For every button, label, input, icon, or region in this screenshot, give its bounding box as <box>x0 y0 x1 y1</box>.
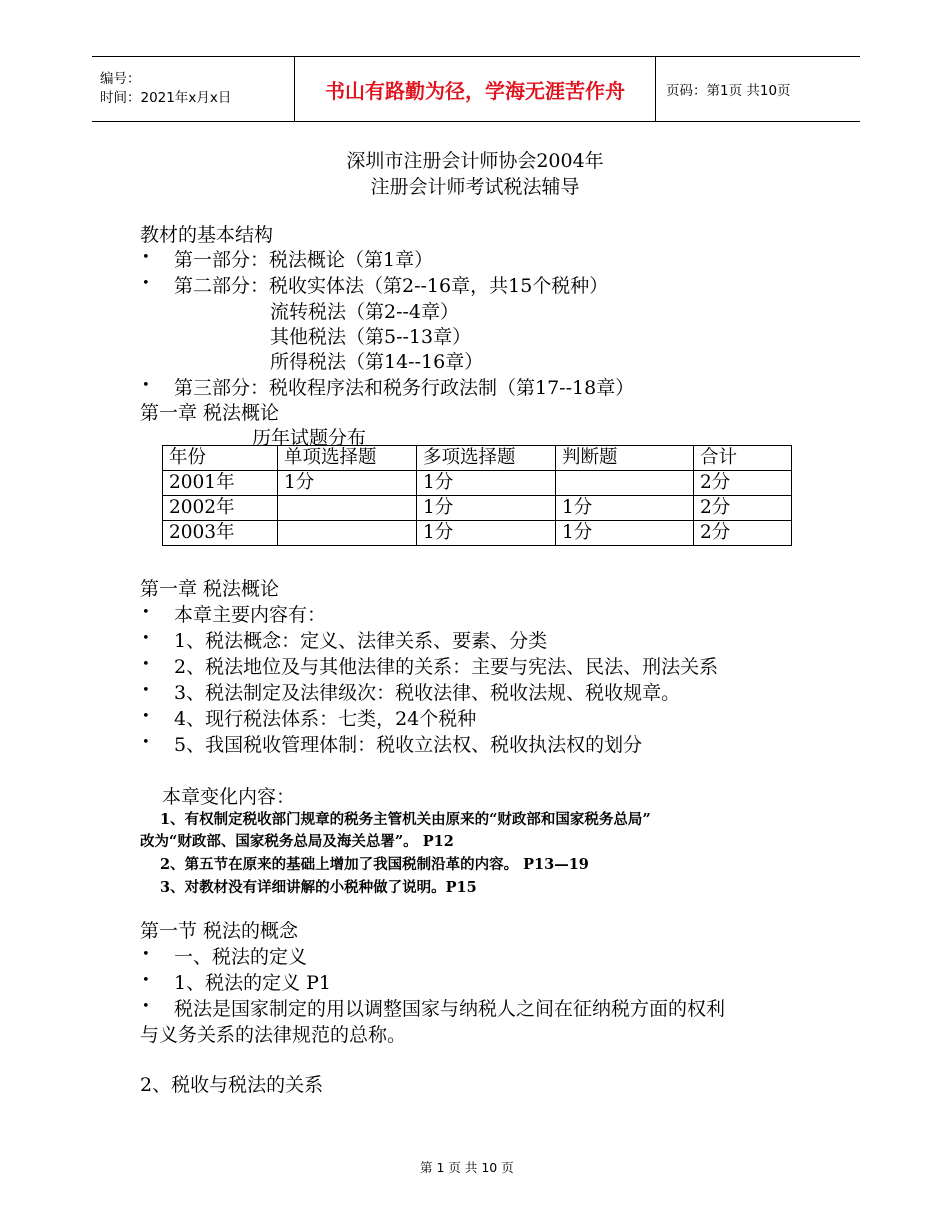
chapter1-content-heading: 第一章 税法概论 <box>140 578 280 600</box>
section1-subheading: 2、税收与税法的关系 <box>140 1074 324 1096</box>
section1-definition-line2: 与义务关系的法律规范的总称。 <box>140 1024 407 1046</box>
table-cell: 1分 <box>278 471 417 496</box>
section1-bullet2: 1、税法的定义 P1 <box>174 972 332 994</box>
table-cell: 1分 <box>417 521 556 546</box>
table-cell: 2分 <box>694 521 792 546</box>
table-row <box>163 471 792 496</box>
page-header <box>92 56 860 122</box>
structure-part1: 第一部分：税法概论（第1章） <box>174 249 434 271</box>
structure-part3: 第三部分：税收程序法和税务行政法制（第17--18章） <box>174 377 635 399</box>
section1-bullet1: 一、税法的定义 <box>174 946 308 968</box>
structure-sub3: 所得税法（第14--16章） <box>270 351 484 373</box>
table-cell: 1分 <box>417 471 556 496</box>
chapter1-item: 2、税法地位及与其他法律的关系：主要与宪法、民法、刑法关系 <box>174 656 719 678</box>
chapter1-item: 3、税法制定及法律级次：税收法律、税收法规、税收规章。 <box>174 682 681 704</box>
bullet-icon: • <box>142 999 150 1014</box>
bullet-icon: • <box>142 631 150 646</box>
section1-definition-line1: 税法是国家制定的用以调整国家与纳税人之间在征纳税方面的权利 <box>174 998 726 1020</box>
exam-distribution-table <box>162 445 792 546</box>
table-header-row <box>163 446 792 471</box>
bullet-icon: • <box>142 973 150 988</box>
table-cell <box>556 471 694 496</box>
table-header-cell: 多项选择题 <box>417 446 556 471</box>
section1-heading: 第一节 税法的概念 <box>140 920 299 942</box>
structure-sub2: 其他税法（第5--13章） <box>270 326 472 348</box>
number-label: 编号： <box>100 71 141 87</box>
table-header-cell: 单项选择题 <box>278 446 417 471</box>
structure-heading: 教材的基本结构 <box>140 224 274 246</box>
table-cell <box>278 521 417 546</box>
table-cell <box>278 496 417 521</box>
chapter1-item: 1、税法概念：定义、法律关系、要素、分类 <box>174 630 548 652</box>
header-meta <box>92 57 295 122</box>
table-row <box>163 521 792 546</box>
time-label: 时间：2021年x月x日 <box>100 90 232 106</box>
table-cell: 2003年 <box>163 521 278 546</box>
table-cell: 2002年 <box>163 496 278 521</box>
changes-item2: 2、第五节在原来的基础上增加了我国税制沿革的内容。 P13—19 <box>160 856 589 873</box>
table-cell: 1分 <box>417 496 556 521</box>
document-title-line2: 注册会计师考试税法辅导 <box>370 176 580 198</box>
bullet-icon: • <box>142 683 150 698</box>
chapter1-item: 4、现行税法体系：七类，24个税种 <box>174 708 477 730</box>
changes-item3: 3、对教材没有详细讲解的小税种做了说明。P15 <box>160 879 477 896</box>
table-cell: 2分 <box>694 496 792 521</box>
chapter1-heading: 第一章 税法概论 <box>140 402 280 424</box>
changes-item1a: 1、有权制定税收部门规章的税务主管机关由原来的“财政部和国家税务总局” <box>160 811 651 828</box>
table-cell: 2001年 <box>163 471 278 496</box>
table-header-cell: 判断题 <box>556 446 694 471</box>
bullet-icon: • <box>142 276 150 291</box>
bullet-icon: • <box>142 378 150 393</box>
table-cell: 1分 <box>556 521 694 546</box>
table-cell: 1分 <box>556 496 694 521</box>
structure-part2: 第二部分：税收实体法（第2--16章，共15个税种） <box>174 275 609 297</box>
bullet-icon: • <box>142 735 150 750</box>
structure-sub1: 流转税法（第2--4章） <box>270 301 460 323</box>
bullet-icon: • <box>142 250 150 265</box>
document-title-line1: 深圳市注册会计师协会2004年 <box>346 150 604 172</box>
table-cell: 2分 <box>694 471 792 496</box>
bullet-icon: • <box>142 709 150 724</box>
bullet-icon: • <box>142 657 150 672</box>
chapter1-intro: 本章主要内容有： <box>174 604 327 626</box>
header-page-info: 页码：第1页 共10页 <box>656 57 861 122</box>
table-caption: 历年试题分布 <box>252 427 367 449</box>
changes-item1b: 改为“财政部、国家税务总局及海关总署”。 P12 <box>140 833 454 850</box>
header-motto: 书山有路勤为径，学海无涯苦作舟 <box>295 57 656 122</box>
page-footer: 第 1 页 共 10 页 <box>420 1160 514 1175</box>
chapter1-item: 5、我国税收管理体制：税收立法权、税收执法权的划分 <box>174 734 643 756</box>
table-header-cell: 年份 <box>163 446 278 471</box>
changes-heading: 本章变化内容： <box>162 786 296 808</box>
table-header-cell: 合计 <box>694 446 792 471</box>
bullet-icon: • <box>142 605 150 620</box>
table-row <box>163 496 792 521</box>
bullet-icon: • <box>142 947 150 962</box>
